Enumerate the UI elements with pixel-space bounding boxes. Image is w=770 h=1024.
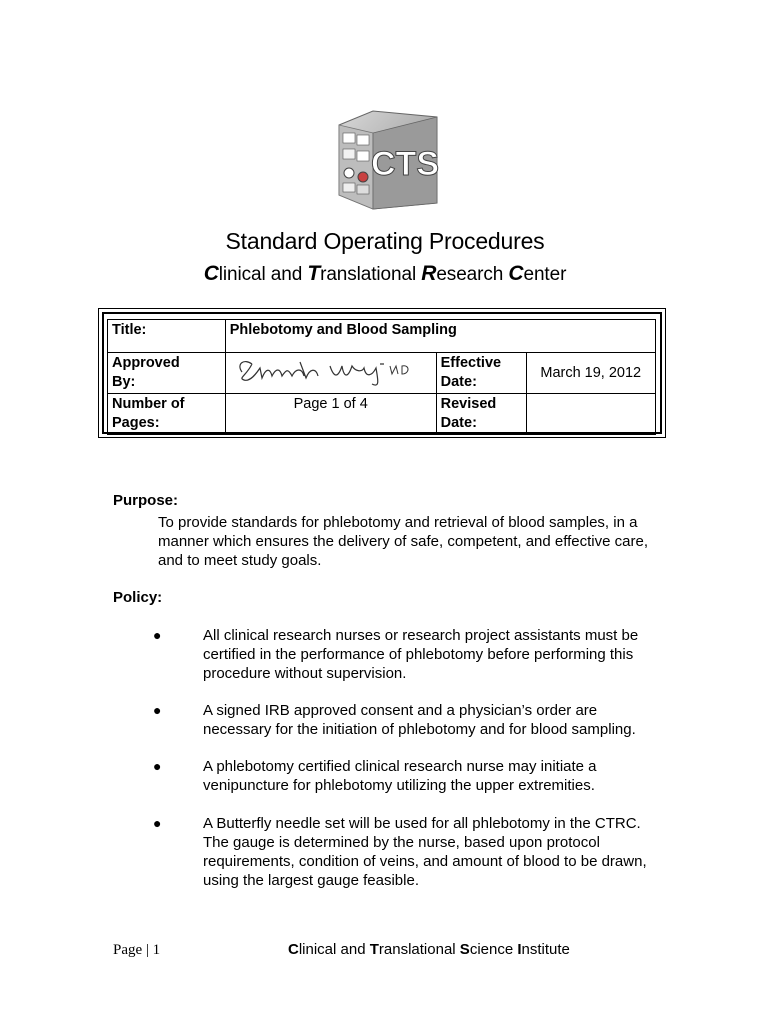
sop-info-table bbox=[107, 319, 656, 435]
sop-info-table-frame bbox=[98, 308, 666, 438]
title-label: Title: bbox=[108, 320, 226, 353]
ctsi-logo-cube-icon bbox=[325, 103, 445, 213]
handwritten-signature bbox=[230, 354, 420, 386]
policy-item: A signed IRB approved consent and a physician’s order are necessary for the initiation of phlebotomy and for blood sampling. bbox=[203, 702, 636, 738]
policy-heading: Policy: bbox=[113, 589, 163, 606]
effective-date-value: March 19, 2012 bbox=[526, 353, 656, 394]
footer-institute: Clinical and Translational Science Institute bbox=[288, 941, 570, 958]
revised-date-value bbox=[526, 394, 656, 435]
effective-date-label: Effective Date: bbox=[436, 353, 526, 394]
policy-item: A Butterfly needle set will be used for all phlebotomy in the CTRC. The gauge is determined by the nurse, based upon protocol requirements, condition of veins, and amount of blood to be drawn, using the largest gauge feasible. bbox=[203, 815, 647, 889]
number-of-pages-label: Number of Pages: bbox=[108, 394, 226, 435]
approved-by-label: Approved By: bbox=[108, 353, 226, 394]
number-of-pages-value: Page 1 of 4 bbox=[225, 394, 436, 435]
page-subtitle: Clinical and Translational Research Center bbox=[203, 262, 567, 285]
revised-date-label: Revised Date: bbox=[436, 394, 526, 435]
footer-page-number: Page | 1 bbox=[113, 942, 161, 958]
bullet-icon: ● bbox=[153, 627, 162, 643]
title-value: Phlebotomy and Blood Sampling bbox=[225, 320, 655, 353]
approver-signature bbox=[225, 353, 436, 394]
purpose-heading: Purpose: bbox=[113, 492, 179, 509]
purpose-text: To provide standards for phlebotomy and retrieval of blood samples, in a manner which ensures the delivery of safe, competent, and effective care, and to meet study goals. bbox=[158, 514, 648, 569]
page-title: Standard Operating Procedures bbox=[225, 228, 545, 254]
bullet-icon: ● bbox=[153, 702, 162, 718]
policy-item: A phlebotomy certified clinical research nurse may initiate a venipuncture for phlebotomy utilizing the upper extremities. bbox=[203, 758, 597, 794]
policy-item: All clinical research nurses or research project assistants must be certified in the performance of phlebotomy before performing this procedure without supervision. bbox=[203, 627, 639, 682]
bullet-icon: ● bbox=[153, 758, 162, 774]
svg-text:CTS: CTS bbox=[371, 145, 439, 183]
bullet-icon: ● bbox=[153, 815, 162, 831]
